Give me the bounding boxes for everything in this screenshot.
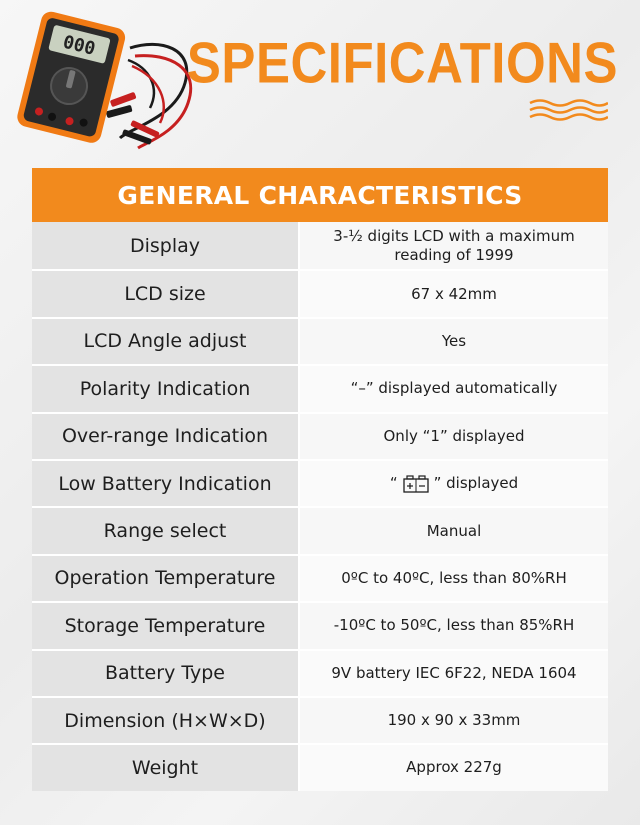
multimeter-image [10, 8, 210, 158]
svg-text:000: 000 [60, 31, 98, 60]
wave-decoration-icon [528, 98, 608, 122]
spec-value: -10ºC to 50ºC, less than 85%RH [300, 603, 608, 648]
spec-label: Battery Type [32, 651, 300, 696]
hero-banner [0, 0, 640, 165]
table-heading: GENERAL CHARACTERISTICS [32, 168, 608, 222]
spec-value: 67 x 42mm [300, 271, 608, 316]
table-row [32, 554, 608, 601]
table-row [32, 743, 608, 790]
spec-label: LCD Angle adjust [32, 319, 300, 364]
spec-label: Range select [32, 508, 300, 553]
table-row [32, 506, 608, 553]
spec-value: 9V battery IEC 6F22, NEDA 1604 [300, 651, 608, 696]
specifications-table [32, 168, 608, 791]
spec-value: 0ºC to 40ºC, less than 80%RH [300, 556, 608, 601]
table-row [32, 459, 608, 506]
table-row [32, 649, 608, 696]
spec-label: Low Battery Indication [32, 461, 300, 506]
spec-label: Dimension (H×W×D) [32, 698, 300, 743]
spec-label: Over-range Indication [32, 414, 300, 459]
spec-value: Approx 227g [300, 745, 608, 790]
spec-value: Yes [300, 319, 608, 364]
spec-label: Operation Temperature [32, 556, 300, 601]
table-row [32, 412, 608, 459]
spec-label: Storage Temperature [32, 603, 300, 648]
table-row [32, 222, 608, 269]
table-row [32, 317, 608, 364]
table-row [32, 601, 608, 648]
spec-label: Polarity Indication [32, 366, 300, 411]
spec-value: Only “1” displayed [300, 414, 608, 459]
spec-value: 3-½ digits LCD with a maximum reading of 1999 [300, 222, 608, 269]
battery-icon [402, 475, 430, 493]
spec-value [300, 461, 608, 506]
table-row [32, 696, 608, 743]
table-body [32, 222, 608, 791]
spec-value: “–” displayed automatically [300, 366, 608, 411]
spec-value: 190 x 90 x 33mm [300, 698, 608, 743]
spec-value-prefix: “ [389, 474, 398, 493]
spec-label: Weight [32, 745, 300, 790]
page-title: SPECIFICATIONS [186, 31, 618, 95]
spec-label: LCD size [32, 271, 300, 316]
table-row [32, 269, 608, 316]
table-row [32, 364, 608, 411]
spec-value: Manual [300, 508, 608, 553]
spec-value-suffix: ” displayed [433, 474, 519, 493]
spec-label: Display [32, 222, 300, 269]
